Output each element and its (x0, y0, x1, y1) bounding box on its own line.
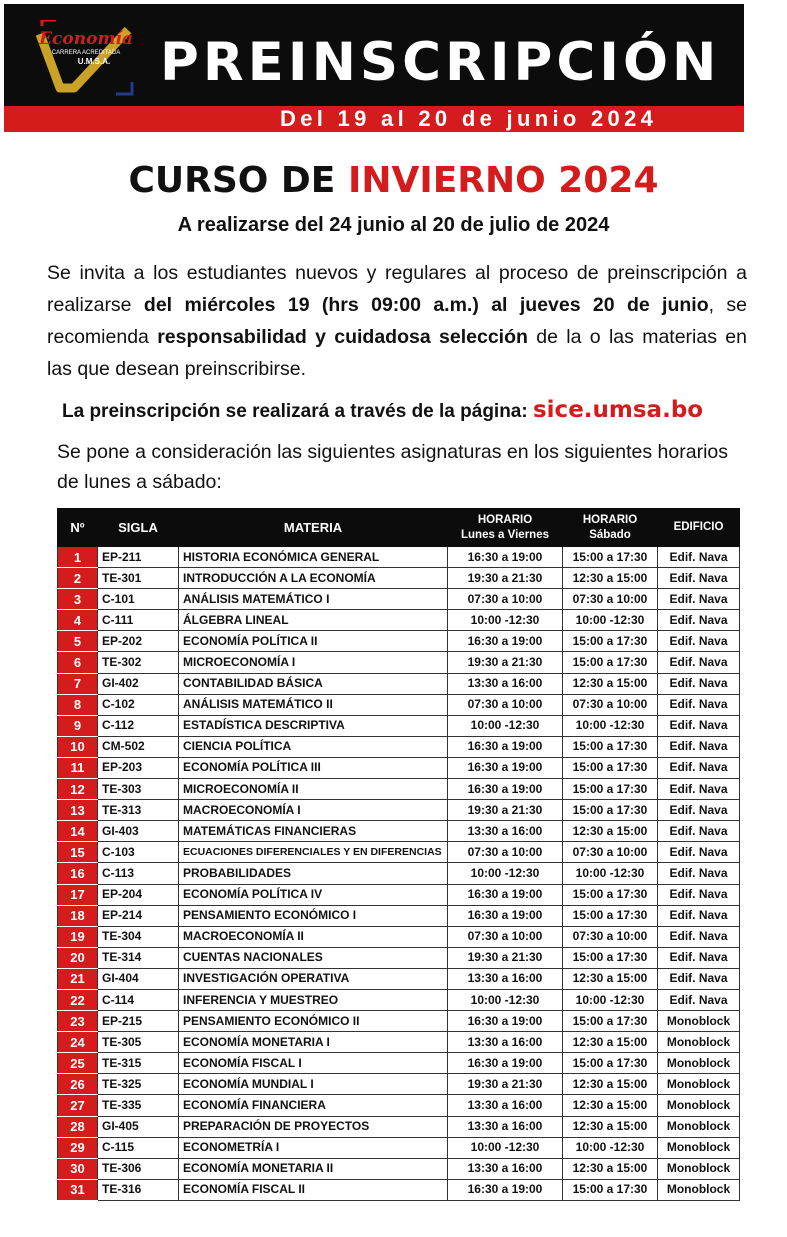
header-materia: MATERIA (179, 509, 448, 547)
cell-materia: MACROECONOMÍA II (179, 926, 448, 947)
cell-horario-saturday: 15:00 a 17:30 (563, 547, 658, 568)
cell-edificio: Edif. Nava (658, 757, 740, 778)
cell-num: 7 (58, 673, 98, 694)
cell-num: 4 (58, 610, 98, 631)
cell-sigla: EP-202 (98, 631, 179, 652)
cell-horario-weekdays: 16:30 a 19:00 (448, 547, 563, 568)
cell-edificio: Monoblock (658, 1116, 740, 1137)
page-title: PREINSCRIPCIÓN (160, 32, 721, 93)
cell-horario-saturday: 15:00 a 17:30 (563, 757, 658, 778)
cell-sigla: GI-402 (98, 673, 179, 694)
cell-materia: ECONOMÍA MUNDIAL I (179, 1074, 448, 1095)
cell-horario-saturday: 12:30 a 15:00 (563, 1158, 658, 1179)
cell-horario-saturday: 12:30 a 15:00 (563, 1074, 658, 1095)
cell-edificio: Edif. Nava (658, 821, 740, 842)
cell-num: 16 (58, 863, 98, 884)
cell-materia: PROBABILIDADES (179, 863, 448, 884)
cell-num: 8 (58, 694, 98, 715)
cell-materia: INVESTIGACIÓN OPERATIVA (179, 968, 448, 989)
cell-horario-weekdays: 16:30 a 19:00 (448, 779, 563, 800)
cell-num: 29 (58, 1137, 98, 1158)
cell-materia: MICROECONOMÍA II (179, 779, 448, 800)
cell-edificio: Edif. Nava (658, 715, 740, 736)
cell-materia: ÁLGEBRA LINEAL (179, 610, 448, 631)
cell-sigla: TE-335 (98, 1095, 179, 1116)
cell-edificio: Edif. Nava (658, 547, 740, 568)
cell-num: 24 (58, 1032, 98, 1053)
cell-edificio: Monoblock (658, 1095, 740, 1116)
cell-materia: PENSAMIENTO ECONÓMICO I (179, 905, 448, 926)
cell-sigla: C-111 (98, 610, 179, 631)
cell-num: 12 (58, 779, 98, 800)
cell-sigla: TE-315 (98, 1053, 179, 1074)
invite-bold-dates: del miércoles 19 (hrs 09:00 a.m.) al jueves 20 de junio (143, 294, 709, 316)
website-label: La preinscripción se realizará a través de la página: (62, 401, 533, 422)
cell-horario-saturday: 15:00 a 17:30 (563, 779, 658, 800)
table-row (58, 610, 740, 631)
cell-horario-weekdays: 10:00 -12:30 (448, 989, 563, 1010)
cell-num: 9 (58, 715, 98, 736)
cell-sigla: C-113 (98, 863, 179, 884)
cell-num: 5 (58, 631, 98, 652)
invitation-paragraph (47, 257, 747, 385)
cell-sigla: TE-305 (98, 1032, 179, 1053)
cell-num: 31 (58, 1179, 98, 1200)
cell-sigla: TE-302 (98, 652, 179, 673)
cell-horario-weekdays: 10:00 -12:30 (448, 715, 563, 736)
table-row (58, 715, 740, 736)
cell-horario-saturday: 12:30 a 15:00 (563, 1032, 658, 1053)
table-row (58, 547, 740, 568)
cell-materia: ECONOMÍA FISCAL II (179, 1179, 448, 1200)
cell-materia: ECONOMÍA FISCAL I (179, 1053, 448, 1074)
cell-sigla: TE-314 (98, 947, 179, 968)
table-row (58, 1053, 740, 1074)
table-row (58, 821, 740, 842)
cell-horario-weekdays: 13:30 a 16:00 (448, 968, 563, 989)
cell-materia: ECONOMÍA POLÍTICA IV (179, 884, 448, 905)
cell-horario-saturday: 15:00 a 17:30 (563, 1011, 658, 1032)
cell-horario-saturday: 15:00 a 17:30 (563, 736, 658, 757)
table-row (58, 673, 740, 694)
cell-horario-weekdays: 19:30 a 21:30 (448, 947, 563, 968)
cell-edificio: Edif. Nava (658, 568, 740, 589)
website-url[interactable]: sice.umsa.bo (532, 397, 704, 423)
cell-num: 22 (58, 989, 98, 1010)
table-row (58, 652, 740, 673)
cell-sigla: TE-306 (98, 1158, 179, 1179)
cell-horario-saturday: 15:00 a 17:30 (563, 652, 658, 673)
cell-sigla: TE-316 (98, 1179, 179, 1200)
cell-horario-saturday: 12:30 a 15:00 (563, 968, 658, 989)
cell-edificio: Edif. Nava (658, 884, 740, 905)
table-header-row (58, 509, 740, 547)
cell-materia: CUENTAS NACIONALES (179, 947, 448, 968)
cell-horario-saturday: 12:30 a 15:00 (563, 673, 658, 694)
table-row (58, 1032, 740, 1053)
cell-num: 2 (58, 568, 98, 589)
cell-sigla: C-101 (98, 589, 179, 610)
table-row (58, 842, 740, 863)
cell-materia: ECONOMETRÍA I (179, 1137, 448, 1158)
table-row (58, 736, 740, 757)
table-row (58, 1137, 740, 1158)
cell-sigla: TE-303 (98, 779, 179, 800)
cell-horario-saturday: 15:00 a 17:30 (563, 884, 658, 905)
cell-num: 26 (58, 1074, 98, 1095)
cell-horario-saturday: 15:00 a 17:30 (563, 905, 658, 926)
header-horario-weekdays-sub: Lunes a Viernes (461, 528, 549, 541)
cell-edificio: Edif. Nava (658, 736, 740, 757)
header-horario-weekdays-title: HORARIO (477, 513, 533, 526)
cell-horario-saturday: 07:30 a 10:00 (563, 589, 658, 610)
cell-num: 28 (58, 1116, 98, 1137)
cell-edificio: Monoblock (658, 1053, 740, 1074)
cell-horario-saturday: 15:00 a 17:30 (563, 1053, 658, 1074)
cell-num: 10 (58, 736, 98, 757)
cell-horario-saturday: 10:00 -12:30 (563, 610, 658, 631)
cell-edificio: Edif. Nava (658, 589, 740, 610)
cell-horario-weekdays: 07:30 a 10:00 (448, 926, 563, 947)
cell-num: 6 (58, 652, 98, 673)
cell-num: 21 (58, 968, 98, 989)
cell-sigla: C-103 (98, 842, 179, 863)
cell-sigla: CM-502 (98, 736, 179, 757)
cell-horario-weekdays: 07:30 a 10:00 (448, 842, 563, 863)
cell-num: 1 (58, 547, 98, 568)
cell-horario-weekdays: 16:30 a 19:00 (448, 884, 563, 905)
table-row (58, 757, 740, 778)
cell-horario-weekdays: 13:30 a 16:00 (448, 1158, 563, 1179)
table-row (58, 863, 740, 884)
cell-edificio: Edif. Nava (658, 652, 740, 673)
cell-num: 23 (58, 1011, 98, 1032)
cell-horario-saturday: 15:00 a 17:30 (563, 1179, 658, 1200)
cell-num: 30 (58, 1158, 98, 1179)
cell-horario-weekdays: 13:30 a 16:00 (448, 821, 563, 842)
table-row (58, 694, 740, 715)
cell-edificio: Edif. Nava (658, 631, 740, 652)
cell-horario-weekdays: 13:30 a 16:00 (448, 673, 563, 694)
cell-horario-weekdays: 16:30 a 19:00 (448, 1011, 563, 1032)
cell-horario-saturday: 15:00 a 17:30 (563, 800, 658, 821)
header-sigla: SIGLA (98, 509, 179, 547)
cell-horario-saturday: 10:00 -12:30 (563, 989, 658, 1010)
cell-horario-weekdays: 16:30 a 19:00 (448, 631, 563, 652)
header-edificio: EDIFICIO (658, 509, 740, 547)
cell-horario-saturday: 07:30 a 10:00 (563, 694, 658, 715)
cell-horario-saturday: 10:00 -12:30 (563, 863, 658, 884)
table-row (58, 779, 740, 800)
subjects-table (57, 508, 740, 1201)
cell-edificio: Monoblock (658, 1137, 740, 1158)
cell-num: 15 (58, 842, 98, 863)
logo-line2: U.M.S.A. (77, 57, 111, 66)
registration-dates: Del 19 al 20 de junio 2024 (280, 106, 658, 131)
cell-edificio: Edif. Nava (658, 989, 740, 1010)
cell-edificio: Edif. Nava (658, 694, 740, 715)
cell-horario-weekdays: 07:30 a 10:00 (448, 589, 563, 610)
header-horario-saturday (563, 509, 658, 547)
cell-materia: ECONOMÍA FINANCIERA (179, 1095, 448, 1116)
course-title-black: CURSO DE (128, 160, 348, 201)
cell-horario-saturday: 10:00 -12:30 (563, 715, 658, 736)
cell-horario-weekdays: 19:30 a 21:30 (448, 800, 563, 821)
cell-sigla: GI-404 (98, 968, 179, 989)
cell-materia: ECONOMÍA POLÍTICA III (179, 757, 448, 778)
table-row (58, 884, 740, 905)
header-horario-saturday-title: HORARIO (582, 513, 638, 526)
cell-sigla: GI-405 (98, 1116, 179, 1137)
cell-horario-weekdays: 13:30 a 16:00 (448, 1095, 563, 1116)
cell-edificio: Edif. Nava (658, 842, 740, 863)
cell-num: 20 (58, 947, 98, 968)
logo-line1: CARRERA ACREDITADA (51, 50, 121, 56)
cell-materia: ANÁLISIS MATEMÁTICO II (179, 694, 448, 715)
cell-sigla: TE-301 (98, 568, 179, 589)
cell-horario-weekdays: 13:30 a 16:00 (448, 1116, 563, 1137)
cell-materia: MICROECONOMÍA I (179, 652, 448, 673)
cell-num: 3 (58, 589, 98, 610)
table-row (58, 1074, 740, 1095)
cell-horario-weekdays: 16:30 a 19:00 (448, 1179, 563, 1200)
cell-materia: ECONOMÍA MONETARIA II (179, 1158, 448, 1179)
cell-horario-weekdays: 07:30 a 10:00 (448, 694, 563, 715)
cell-edificio: Edif. Nava (658, 968, 740, 989)
cell-sigla: TE-313 (98, 800, 179, 821)
invite-text-2: , se recomienda (47, 294, 748, 348)
cell-horario-weekdays: 13:30 a 16:00 (448, 1032, 563, 1053)
cell-edificio: Edif. Nava (658, 926, 740, 947)
table-row (58, 1158, 740, 1179)
cell-horario-saturday: 15:00 a 17:30 (563, 947, 658, 968)
logo-name: Economía (39, 29, 133, 49)
cell-sigla: C-114 (98, 989, 179, 1010)
cell-materia: ANÁLISIS MATEMÁTICO I (179, 589, 448, 610)
table-row (58, 1011, 740, 1032)
cell-edificio: Monoblock (658, 1158, 740, 1179)
cell-materia: HISTORIA ECONÓMICA GENERAL (179, 547, 448, 568)
cell-edificio: Monoblock (658, 1032, 740, 1053)
table-row (58, 947, 740, 968)
cell-horario-weekdays: 19:30 a 21:30 (448, 652, 563, 673)
cell-horario-saturday: 07:30 a 10:00 (563, 842, 658, 863)
cell-edificio: Edif. Nava (658, 610, 740, 631)
cell-num: 14 (58, 821, 98, 842)
invite-bold-responsibility: responsabilidad y cuidadosa selección (157, 326, 528, 348)
cell-sigla: TE-325 (98, 1074, 179, 1095)
cell-sigla: C-112 (98, 715, 179, 736)
cell-materia: ECONOMÍA MONETARIA I (179, 1032, 448, 1053)
subjects-intro: Se pone a consideración las siguientes asignaturas en los siguientes horarios de lunes a sábado: (57, 441, 728, 493)
course-subtitle: A realizarse del 24 junio al 20 de julio de 2024 (177, 214, 610, 236)
website-line (62, 393, 762, 429)
course-title-red: INVIERNO 2024 (347, 160, 659, 201)
cell-edificio: Edif. Nava (658, 779, 740, 800)
cell-horario-saturday: 10:00 -12:30 (563, 1137, 658, 1158)
cell-edificio: Edif. Nava (658, 800, 740, 821)
cell-sigla: EP-214 (98, 905, 179, 926)
invite-text-3: de la o las materias en las que desean preinscribirse. (47, 326, 747, 380)
table-row (58, 1095, 740, 1116)
cell-horario-saturday: 12:30 a 15:00 (563, 568, 658, 589)
table-row (58, 989, 740, 1010)
cell-materia: CIENCIA POLÍTICA (179, 736, 448, 757)
cell-edificio: Monoblock (658, 1179, 740, 1200)
cell-num: 27 (58, 1095, 98, 1116)
cell-horario-saturday: 07:30 a 10:00 (563, 926, 658, 947)
table-row (58, 800, 740, 821)
table-row (58, 1179, 740, 1200)
cell-horario-weekdays: 16:30 a 19:00 (448, 736, 563, 757)
cell-materia: ECUACIONES DIFERENCIALES Y EN DIFERENCIAS (179, 842, 448, 863)
cell-edificio: Edif. Nava (658, 863, 740, 884)
cell-sigla: C-102 (98, 694, 179, 715)
cell-horario-weekdays: 16:30 a 19:00 (448, 905, 563, 926)
cell-edificio: Monoblock (658, 1074, 740, 1095)
table-row (58, 568, 740, 589)
cell-sigla: EP-211 (98, 547, 179, 568)
cell-num: 17 (58, 884, 98, 905)
cell-horario-weekdays: 10:00 -12:30 (448, 863, 563, 884)
cell-horario-saturday: 15:00 a 17:30 (563, 631, 658, 652)
cell-materia: PENSAMIENTO ECONÓMICO II (179, 1011, 448, 1032)
table-row (58, 968, 740, 989)
cell-edificio: Edif. Nava (658, 673, 740, 694)
cell-num: 25 (58, 1053, 98, 1074)
cell-materia: INTRODUCCIÓN A LA ECONOMÍA (179, 568, 448, 589)
economia-logo (34, 20, 138, 100)
table-row (58, 926, 740, 947)
cell-sigla: C-115 (98, 1137, 179, 1158)
cell-horario-saturday: 12:30 a 15:00 (563, 1116, 658, 1137)
cell-materia: ESTADÍSTICA DESCRIPTIVA (179, 715, 448, 736)
cell-num: 18 (58, 905, 98, 926)
cell-sigla: EP-203 (98, 757, 179, 778)
cell-materia: ECONOMÍA POLÍTICA II (179, 631, 448, 652)
cell-num: 11 (58, 757, 98, 778)
cell-edificio: Edif. Nava (658, 947, 740, 968)
invite-text-1: Se invita a los estudiantes nuevos y regulares al proceso de preinscripción a realizarse (47, 262, 747, 316)
table-row (58, 589, 740, 610)
cell-horario-saturday: 12:30 a 15:00 (563, 1095, 658, 1116)
cell-materia: INFERENCIA Y MUESTREO (179, 989, 448, 1010)
cell-materia: PREPARACIÓN DE PROYECTOS (179, 1116, 448, 1137)
cell-materia: MATEMÁTICAS FINANCIERAS (179, 821, 448, 842)
cell-sigla: GI-403 (98, 821, 179, 842)
cell-sigla: EP-215 (98, 1011, 179, 1032)
table-row (58, 905, 740, 926)
header-horario-weekdays (448, 509, 563, 547)
cell-horario-weekdays: 16:30 a 19:00 (448, 1053, 563, 1074)
course-title (0, 158, 787, 204)
cell-horario-weekdays: 10:00 -12:30 (448, 1137, 563, 1158)
cell-edificio: Monoblock (658, 1011, 740, 1032)
cell-num: 13 (58, 800, 98, 821)
cell-edificio: Edif. Nava (658, 905, 740, 926)
table-row (58, 631, 740, 652)
header-num: Nº (58, 509, 98, 547)
header-horario-saturday-sub: Sábado (589, 528, 631, 541)
cell-num: 19 (58, 926, 98, 947)
cell-materia: MACROECONOMÍA I (179, 800, 448, 821)
cell-horario-weekdays: 10:00 -12:30 (448, 610, 563, 631)
cell-horario-weekdays: 19:30 a 21:30 (448, 1074, 563, 1095)
table-row (58, 1116, 740, 1137)
cell-horario-weekdays: 19:30 a 21:30 (448, 568, 563, 589)
cell-horario-saturday: 12:30 a 15:00 (563, 821, 658, 842)
cell-materia: CONTABILIDAD BÁSICA (179, 673, 448, 694)
cell-sigla: EP-204 (98, 884, 179, 905)
cell-sigla: TE-304 (98, 926, 179, 947)
table-body (58, 547, 740, 1201)
cell-horario-weekdays: 16:30 a 19:00 (448, 757, 563, 778)
